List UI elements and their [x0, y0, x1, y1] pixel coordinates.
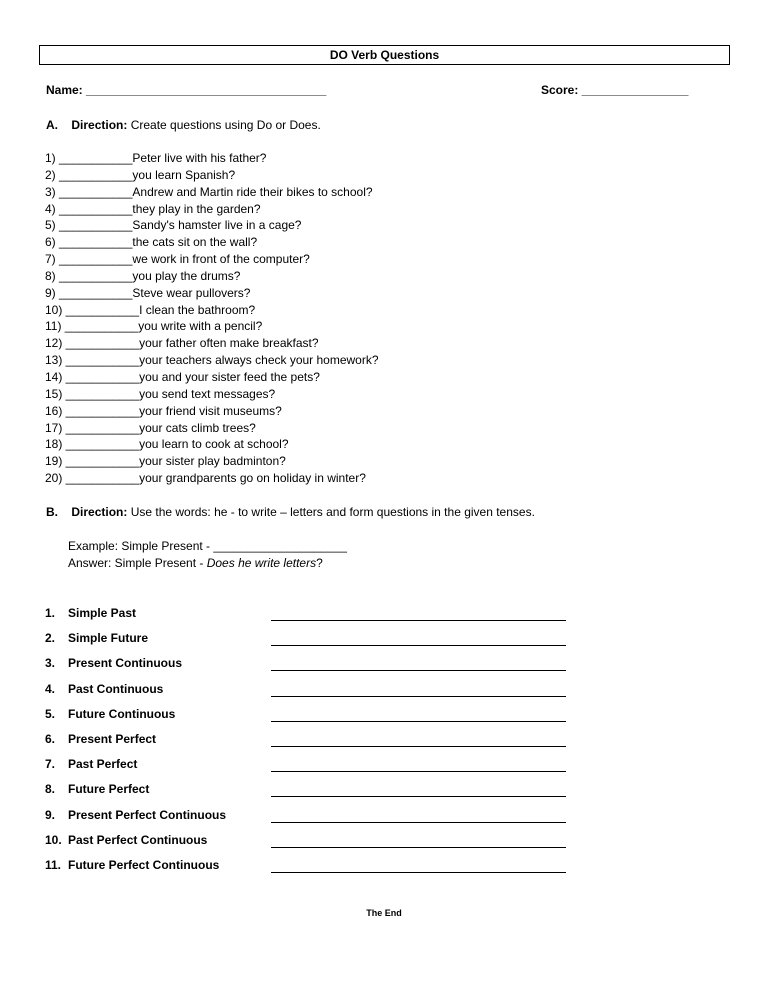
- name-field-label: Name: ____________________________________: [46, 83, 327, 97]
- answer-blank-line: [271, 660, 566, 671]
- tense-number: 2.: [45, 631, 56, 646]
- answer-suffix: ?: [316, 555, 323, 570]
- question-item: 1) ___________Peter live with his father?: [45, 151, 267, 165]
- tense-name: Future Perfect Continuous: [68, 857, 220, 872]
- tense-name: Past Continuous: [68, 681, 164, 696]
- section-b-direction: [46, 505, 535, 519]
- section-b-direction-text: Use the words: he - to write – letters and form questions in the given tenses.: [130, 505, 535, 519]
- score-field-label: Score: ________________: [541, 83, 689, 97]
- example-line: Example: Simple Present - ____________________: [68, 539, 347, 553]
- question-item: 16) ___________your friend visit museums?: [45, 403, 282, 418]
- tense-name: Past Perfect: [68, 757, 138, 772]
- tense-name: Present Perfect: [68, 731, 157, 746]
- question-item: 12) ___________your father often make breakfast?: [45, 336, 319, 351]
- question-item: 10) ___________I clean the bathroom?: [45, 302, 256, 317]
- answer-blank-line: [271, 786, 566, 797]
- section-a-label: A.: [46, 118, 58, 132]
- tense-number: 4.: [45, 681, 56, 696]
- tense-number: 1.: [45, 606, 56, 620]
- tense-item: [45, 755, 585, 780]
- question-item: 19) ___________your sister play badminton?: [45, 454, 286, 469]
- tense-number: 6.: [45, 731, 56, 746]
- tense-item: [45, 730, 585, 755]
- tense-name: Present Perfect Continuous: [68, 807, 227, 822]
- tense-number: 3.: [45, 656, 56, 671]
- worksheet-title: DO Verb Questions: [39, 45, 730, 65]
- tense-name: Future Perfect: [68, 782, 150, 797]
- tense-name: Past Perfect Continuous: [68, 832, 208, 847]
- question-item: 18) ___________you learn to cook at school?: [45, 437, 289, 452]
- answer-blank-line: [271, 837, 566, 848]
- tense-item: [45, 604, 585, 629]
- answer-blank-line: [271, 686, 566, 697]
- tense-number: 7.: [45, 757, 56, 772]
- answer-blank-line: [271, 812, 566, 823]
- answer-line: [68, 555, 347, 572]
- question-item: 4) ___________they play in the garden?: [45, 201, 261, 216]
- tense-name: Future Continuous: [68, 706, 176, 721]
- answer-blank-line: [271, 862, 566, 873]
- tense-name: Simple Future: [68, 631, 149, 646]
- tense-item: [45, 680, 585, 705]
- footer-the-end: The End: [366, 908, 402, 918]
- answer-blank-line: [271, 635, 566, 646]
- question-item: 8) ___________you play the drums?: [45, 268, 241, 283]
- answer-prefix: Answer: Simple Present -: [68, 555, 207, 570]
- tense-name: Simple Past: [68, 606, 137, 620]
- answer-blank-line: [271, 736, 566, 747]
- section-a-direction: [46, 118, 321, 132]
- section-b-label: B.: [46, 505, 58, 519]
- question-item: 3) ___________Andrew and Martin ride their bikes to school?: [45, 184, 373, 199]
- question-item: 14) ___________you and your sister feed the pets?: [45, 369, 320, 384]
- tense-item: [45, 705, 585, 730]
- tense-number: 10.: [45, 832, 62, 847]
- example-block: [68, 538, 347, 571]
- tense-number: 8.: [45, 782, 56, 797]
- tense-list: [45, 604, 585, 881]
- tense-number: 9.: [45, 807, 56, 822]
- question-item: 7) ___________we work in front of the computer?: [45, 252, 310, 267]
- answer-italic: Does he write letters: [206, 555, 317, 570]
- question-item: 17) ___________your cats climb trees?: [45, 420, 256, 435]
- answer-blank-line: [271, 610, 566, 621]
- tense-item: [45, 780, 585, 805]
- tense-name: Present Continuous: [68, 656, 183, 671]
- tense-item: [45, 654, 585, 679]
- section-a-direction-label: Direction:: [71, 118, 128, 132]
- question-item: 5) ___________Sandy's hamster live in a cage?: [45, 218, 302, 233]
- question-item: 11) ___________you write with a pencil?: [45, 319, 263, 334]
- section-b-direction-label: Direction:: [71, 505, 128, 519]
- question-item: 15) ___________you send text messages?: [45, 386, 276, 401]
- answer-blank-line: [271, 761, 566, 772]
- tense-number: 5.: [45, 706, 56, 721]
- question-list: [45, 150, 645, 487]
- question-item: 9) ___________Steve wear pullovers?: [45, 285, 251, 300]
- tense-item: [45, 806, 585, 831]
- question-item: 13) ___________your teachers always check your homework?: [45, 353, 379, 368]
- question-item: 6) ___________the cats sit on the wall?: [45, 235, 258, 250]
- tense-item: [45, 831, 585, 856]
- tense-item: [45, 856, 585, 881]
- question-item: 2) ___________you learn Spanish?: [45, 167, 236, 182]
- tense-number: 11.: [45, 857, 62, 872]
- question-item: 20) ___________your grandparents go on holiday in winter?: [45, 471, 366, 486]
- answer-blank-line: [271, 711, 566, 722]
- section-a-direction-text: Create questions using Do or Does.: [130, 118, 321, 132]
- tense-item: [45, 629, 585, 654]
